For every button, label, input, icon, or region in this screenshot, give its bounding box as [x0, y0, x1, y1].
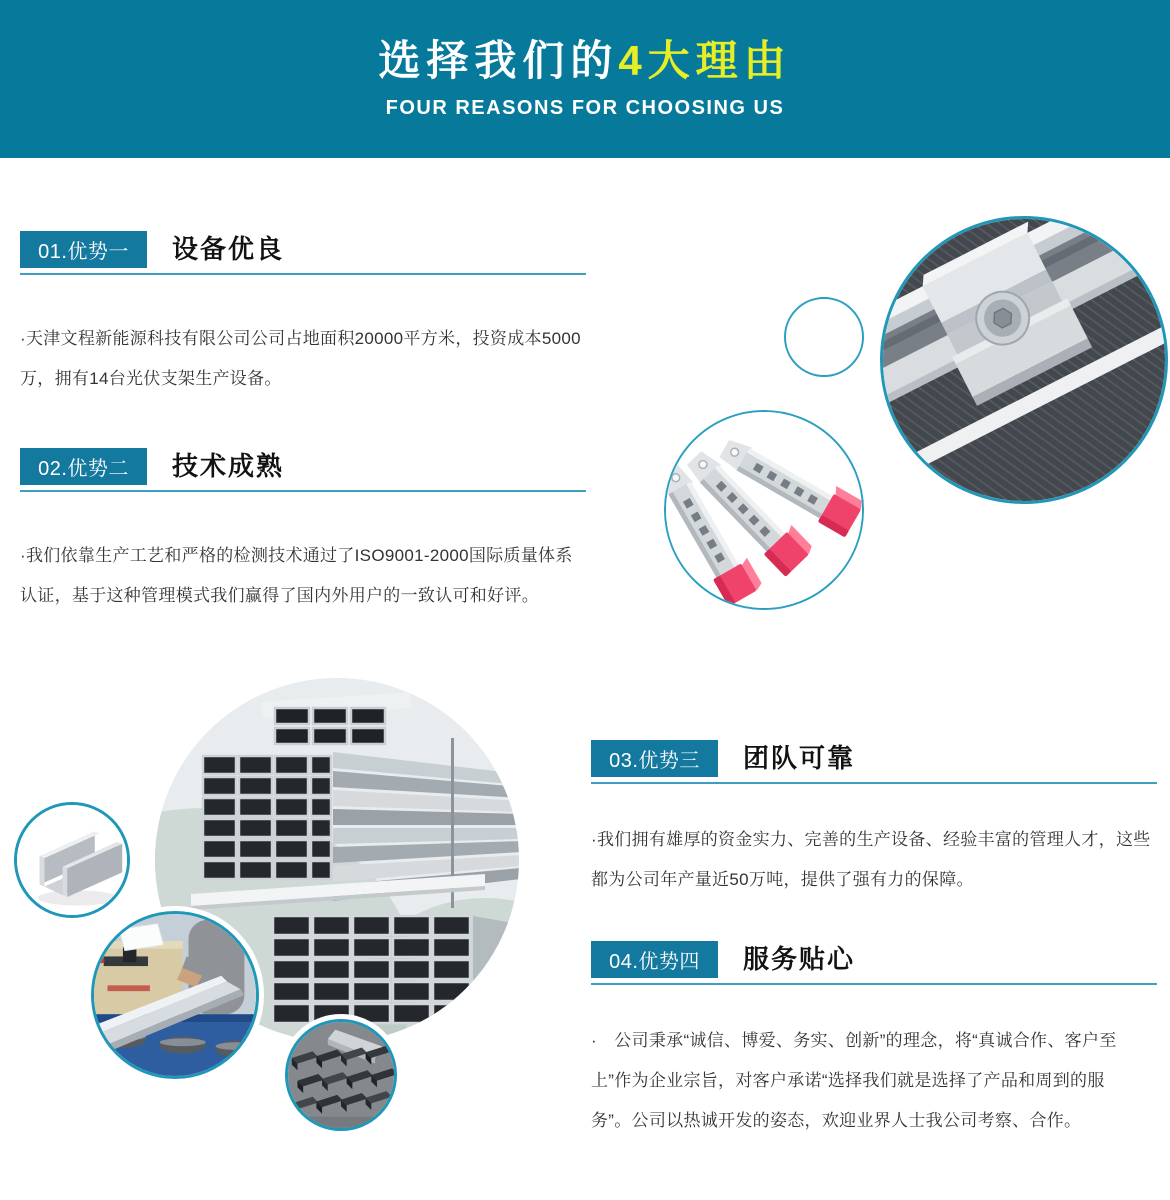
advantage-1-body: [20, 319, 620, 399]
title-underline: [20, 490, 586, 492]
page-title: [378, 37, 792, 84]
page-title-main: 选择我们的: [378, 37, 619, 84]
advantage-3-title: 团队可靠: [743, 743, 856, 773]
body-line: 认证，基于这种管理模式我们赢得了国内外用户的一致认可和好评。: [20, 586, 539, 605]
u-channel-photo-illustration: [17, 805, 127, 915]
advantage-3-badge: 03.优势三: [591, 740, 718, 777]
photo-red-cap-rails: [664, 410, 864, 610]
title-underline: [20, 273, 586, 275]
body-line: ·我们拥有雄厚的资金实力、完善的生产设备、经验丰富的管理人才，这些: [591, 830, 1151, 849]
advantage-2-body: [20, 536, 620, 616]
advantage-2-badge: 02.优势二: [20, 448, 147, 485]
angle-steel-photo-illustration: [288, 1022, 394, 1128]
advantage-1-badge: 01.优势一: [20, 231, 147, 268]
photo-bending-machine: [91, 911, 259, 1079]
advantage-section-2: [20, 448, 620, 658]
body-line: 都为公司年产量近50万吨，提供了强有力的保障。: [591, 870, 974, 889]
advantage-section-3: [591, 740, 1170, 950]
page-subtitle: FOUR REASONS FOR CHOOSING US: [385, 97, 785, 119]
red-cap-rails-photo-illustration: [666, 412, 862, 608]
body-line: ·天津文程新能源科技有限公司公司占地面积20000平方米，投资成本5000: [20, 329, 581, 348]
photo-solar-clamp: [880, 216, 1168, 504]
body-line: 万，拥有14台光伏支架生产设备。: [20, 369, 282, 388]
solar-clamp-photo-illustration: [883, 219, 1165, 501]
photo-angle-steel-stack: [285, 1019, 397, 1131]
page-title-highlight: 4大理由: [618, 37, 792, 84]
body-line: 务”。公司以热诚开发的姿态，欢迎业界人士我公司考察、合作。: [591, 1111, 1082, 1130]
advantage-4-body: [591, 1021, 1170, 1141]
advantage-4-badge: 04.优势四: [591, 941, 718, 978]
bending-machine-photo-illustration: [94, 914, 256, 1076]
advantage-1-title: 设备优良: [172, 234, 285, 264]
header-banner: [0, 0, 1170, 158]
advantage-3-body: [591, 820, 1170, 900]
decorative-circle-outline: [784, 297, 864, 377]
advantage-section-1: [20, 231, 620, 441]
photo-u-channel: [14, 802, 130, 918]
advantage-2-title: 技术成熟: [172, 451, 285, 481]
body-line: 上”作为企业宗旨，对客户承诺“选择我们就是选择了产品和周到的服: [591, 1071, 1105, 1090]
advantage-section-4: [591, 941, 1170, 1151]
body-line: ·我们依靠生产工艺和严格的检测技术通过了ISO9001-2000国际质量体系: [20, 546, 573, 565]
title-underline: [591, 782, 1157, 784]
title-underline: [591, 983, 1157, 985]
advantage-4-title: 服务贴心: [743, 944, 856, 974]
body-line: · 公司秉承“诚信、博爱、务实、创新”的理念，将“真诚合作、客户至: [591, 1031, 1117, 1050]
